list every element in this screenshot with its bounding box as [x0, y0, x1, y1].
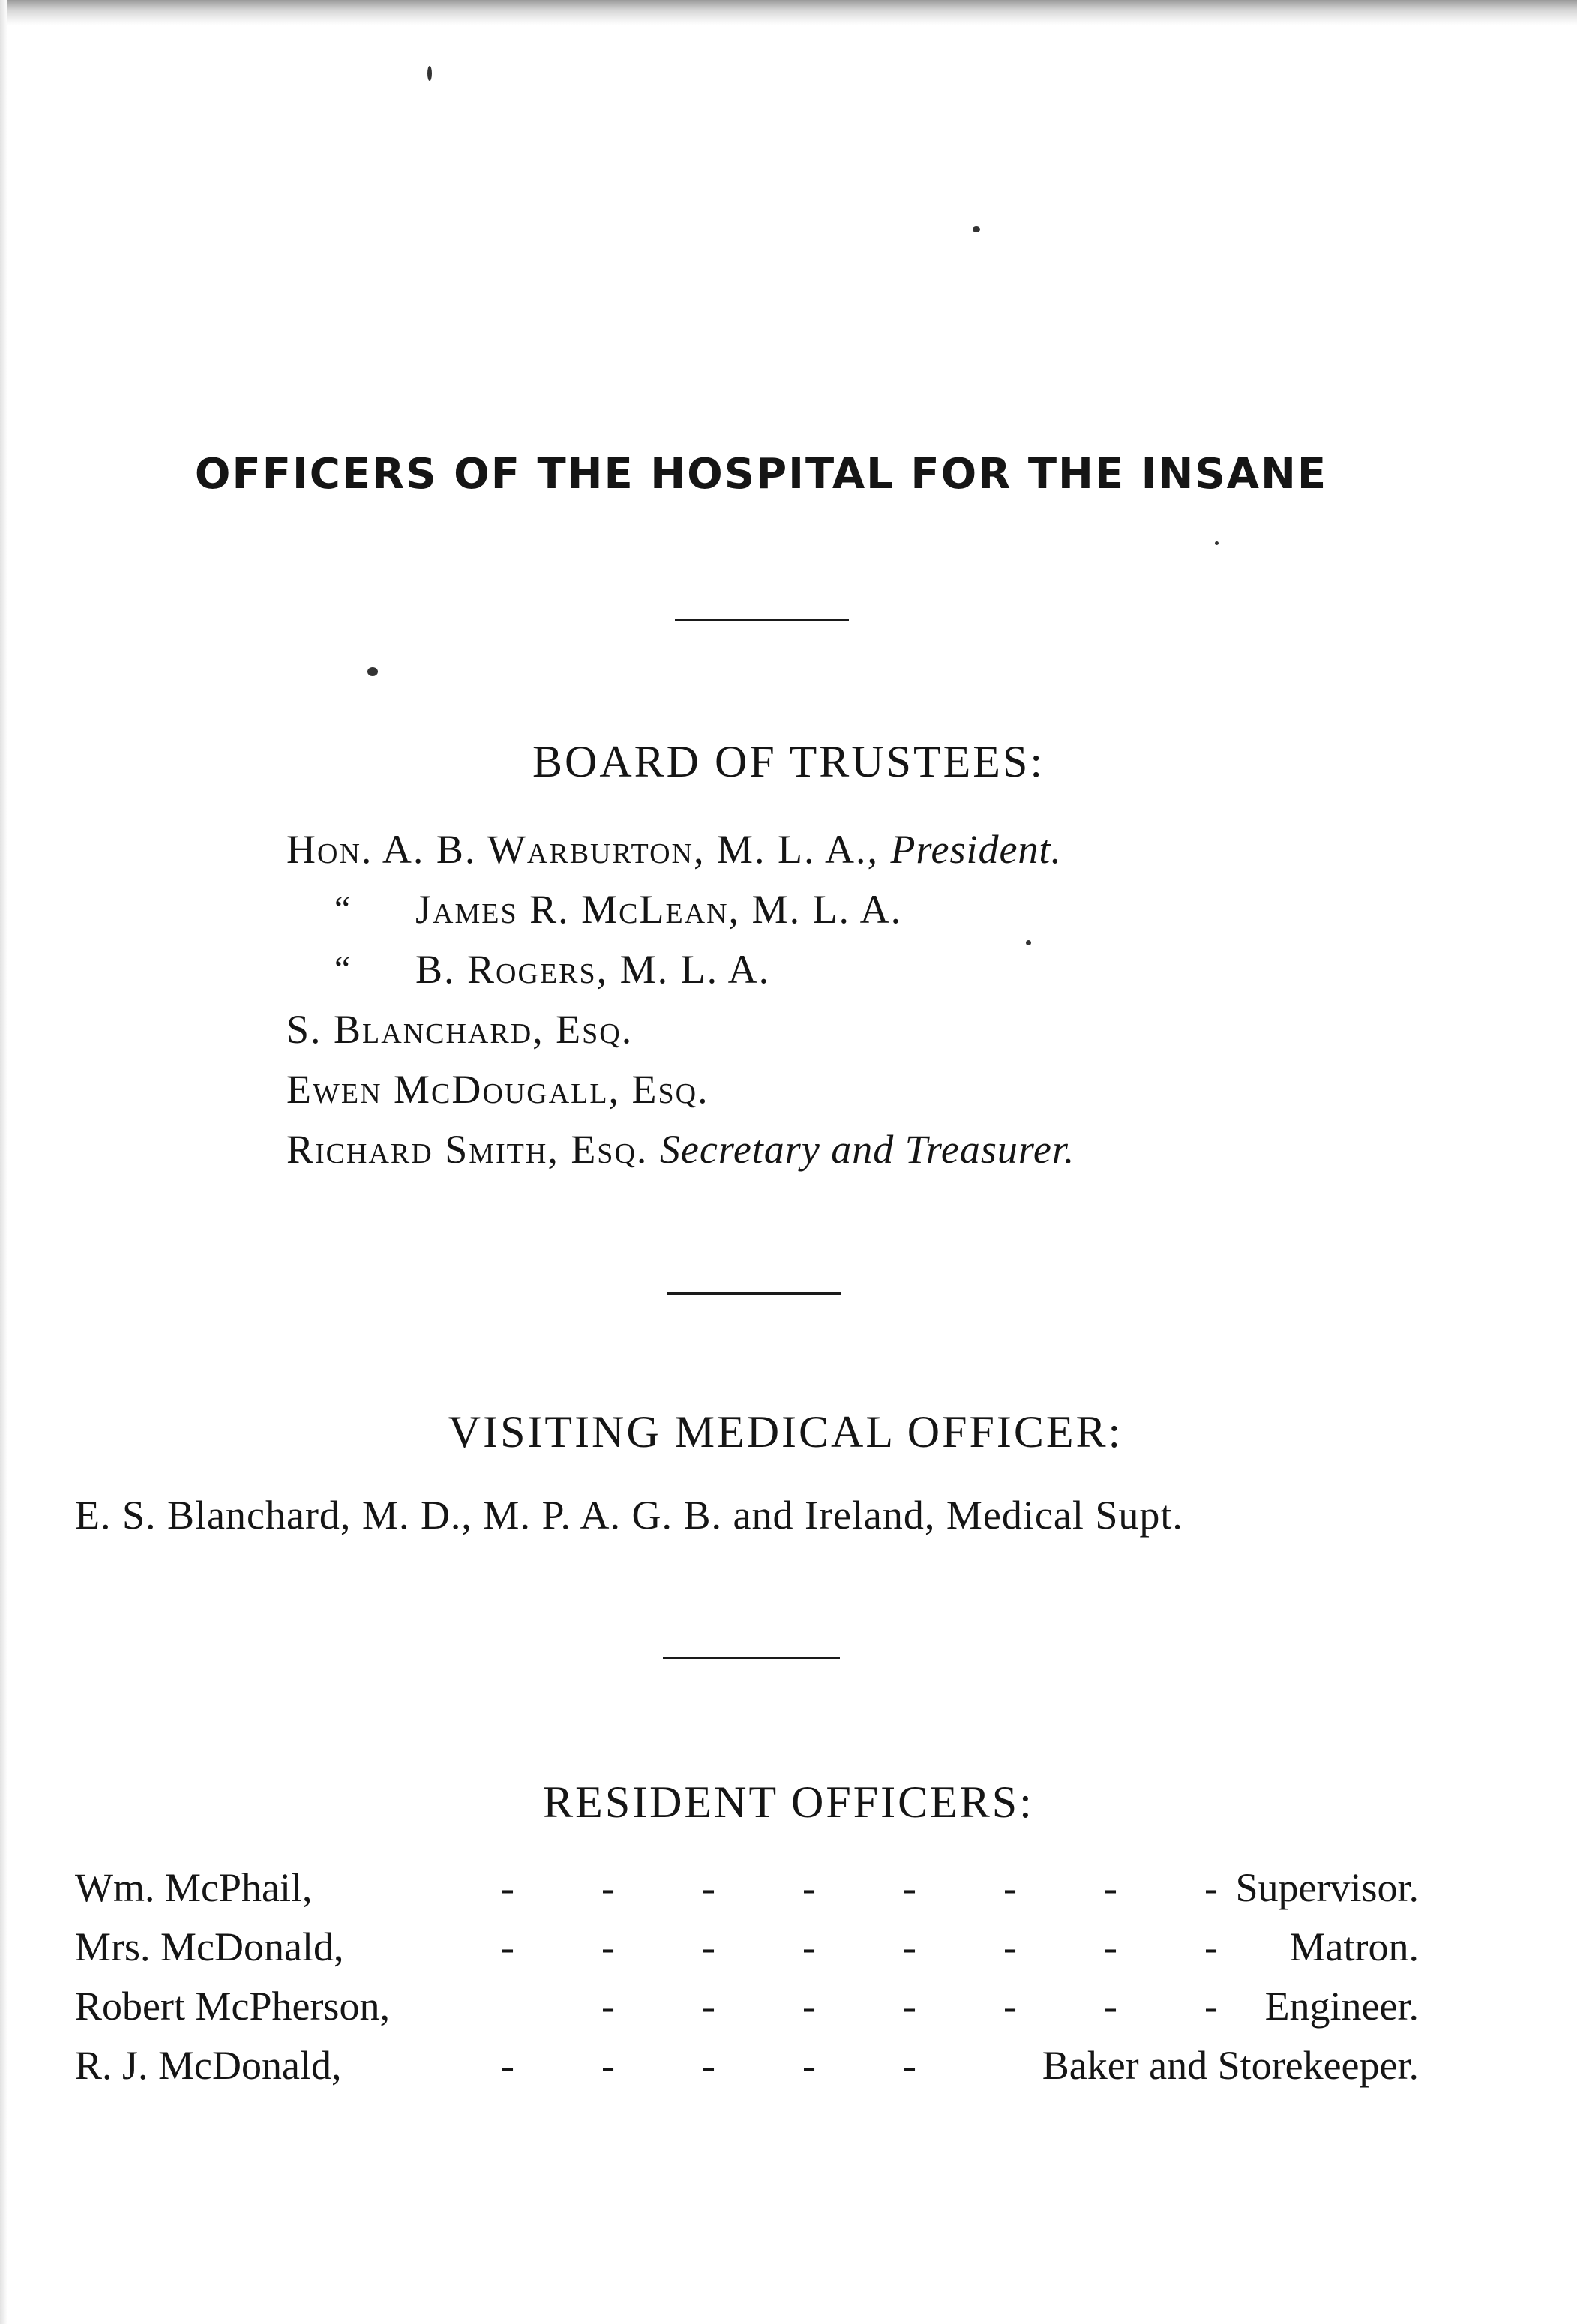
resident-title: Matron. [1289, 1924, 1419, 1969]
visiting-heading: VISITING MEDICAL OFFICER: [448, 1407, 1123, 1457]
trustee-role: Secretary and Treasurer. [659, 1127, 1075, 1172]
board-heading: BOARD OF TRUSTEES: [532, 737, 1045, 786]
leader-dashes: - - - - - - - - [501, 1865, 1218, 1910]
section-divider [663, 1657, 840, 1659]
section-divider [667, 1292, 841, 1295]
trustee-name: B. Rogers, M. L. A. [415, 947, 771, 992]
section-divider [675, 619, 849, 621]
resident-title: Engineer. [1264, 1984, 1419, 2029]
resident-row [75, 1858, 1419, 1917]
trustee-line [286, 879, 1075, 939]
visiting-officer: E. S. Blanchard, M. D., M. P. A. G. B. and Ireland, Medical Supt. [75, 1493, 1183, 1538]
trustee-name: Hon. A. B. Warburton, M. L. A., [286, 827, 891, 872]
page-title: OFFICERS OF THE HOSPITAL FOR THE INSANE [194, 450, 1328, 499]
scan-speck [1215, 541, 1219, 545]
trustee-name: S. Blanchard, Esq. [286, 1007, 634, 1052]
ditto-mark: “ [334, 889, 352, 929]
trustee-line [286, 1119, 1075, 1179]
scan-speck [367, 667, 378, 676]
trustee-role: President. [890, 827, 1062, 872]
resident-row [75, 1977, 1419, 2035]
trustee-name: Ewen McDougall, Esq. [286, 1067, 709, 1112]
resident-name: R. J. McDonald, [75, 2043, 342, 2088]
trustee-line [286, 939, 1075, 999]
trustee-line [286, 1059, 1075, 1119]
trustee-name: Richard Smith, Esq. [286, 1127, 660, 1172]
trustee-line [286, 819, 1075, 879]
leader-dashes: - - - - - - - - [501, 1924, 1218, 1969]
scan-speck [973, 226, 980, 232]
resident-row [75, 2036, 1419, 2095]
scan-speck [427, 66, 432, 81]
resident-title: Baker and Storekeeper. [1042, 2043, 1419, 2088]
trustee-name: James R. McLean, M. L. A. [415, 887, 903, 932]
ditto-mark: “ [334, 949, 352, 989]
scan-edge-top [0, 0, 1577, 25]
scan-edge-left [0, 0, 7, 2324]
resident-heading: RESIDENT OFFICERS: [543, 1777, 1034, 1827]
resident-name: Wm. McPhail, [75, 1865, 313, 1910]
trustee-line [286, 999, 1075, 1059]
trustee-list [286, 819, 1075, 1179]
leader-dashes: - - - - - - - [601, 1984, 1218, 2029]
leader-dashes: - - - - - [501, 2043, 916, 2088]
resident-row [75, 1918, 1419, 1976]
resident-title: Supervisor. [1235, 1865, 1419, 1910]
resident-name: Mrs. McDonald, [75, 1924, 344, 1969]
resident-name: Robert McPherson, [75, 1984, 390, 2029]
